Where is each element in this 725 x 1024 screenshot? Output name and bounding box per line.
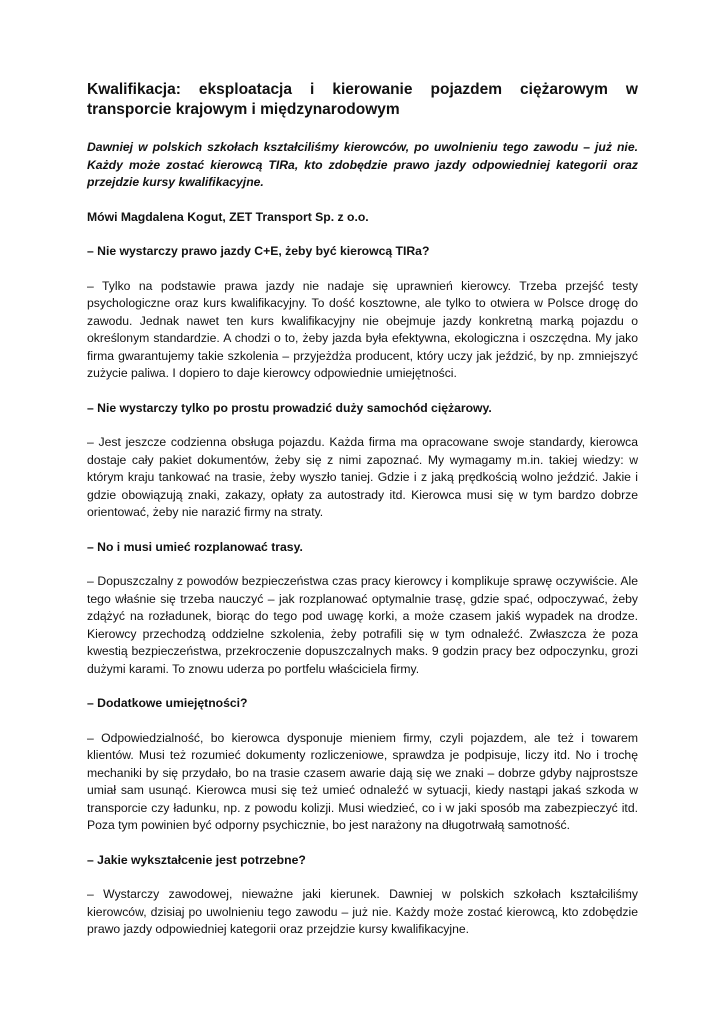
answer-5: – Wystarczy zawodowej, nieważne jaki kierunek. Dawniej w polskich szkołach kształciliśmy kierowców, dzisiaj po uwolnieniu tego zawodu – już nie. Każdy może zostać kierowcą, kto zdobędzie prawo jazdy odpowiedniej kategorii oraz przejdzie kursy kwalifikacyjne. xyxy=(87,887,638,936)
question-4: – Dodatkowe umiejętności? xyxy=(87,696,248,710)
document-title: Kwalifikacja: eksploatacja i kierowanie pojazdem ciężarowym w transporcie krajowym i międzynarodowym xyxy=(87,81,638,118)
question-5: – Jakie wykształcenie jest potrzebne? xyxy=(87,852,306,867)
question-2: – Nie wystarczy tylko po prostu prowadzić duży samochód ciężarowy. xyxy=(87,400,492,415)
answer-3: – Dopuszczalny z powodów bezpieczeństwa czas pracy kierowcy i komplikuje sprawę oczywiście. Ale tego właśnie się trzeba nauczyć – jak rozplanować optymalnie trasę, gdzie spać, odpoczywać, żeby zdążyć na rozładunek, biorąc do tego pod uwagę korki, a może czasem jakiś wypadek na drodze. Kierowcy przechodzą oddzielne szkolenia, żeby potrafili się w tym odnaleźć. Zwłaszcza że poza kwestią bezpieczeństwa, przekroczenie dopuszczalnych maks. 9 godzin pracy bez odpoczynku, grozi dużymi karami. To znowu uderza po portfelu właściciela firmy. xyxy=(87,574,638,676)
lead-paragraph: Dawniej w polskich szkołach kształciliśmy kierowców, po uwolnieniu tego zawodu – już nie. Każdy może zostać kierowcą TIRa, kto zdobędzie prawo jazdy odpowiedniej kategorii oraz przejdzie kursy kwalifikacyjne. xyxy=(87,140,638,189)
question-1: – Nie wystarczy prawo jazdy C+E, żeby być kierowcą TIRa? xyxy=(87,244,430,258)
answer-1: – Tylko na podstawie prawa jazdy nie nadaje się uprawnień kierowcy. Trzeba przejść testy psychologiczne oraz kurs kwalifikacyjny. To dość kosztowne, ale tylko to otwiera w Polsce drogę do zawodu. Jednak nawet ten kurs kwalifikacyjny nie obejmuje jazdy konkretną marką pojazdu o określonym standardzie. A chodzi o to, żeby jazda była efektywna, ekologiczna i oszczędna. My jako firma gwarantujemy takie szkolenia – przyjeżdża producent, który uczy jak jeździć, by np. zmniejszyć zużycie paliwa. I dopiero to daje kierowcy odpowiednie umiejętności. xyxy=(87,278,638,380)
question-3: – No i musi umieć rozplanować trasy. xyxy=(87,539,303,554)
speaker-line: Mówi Magdalena Kogut, ZET Transport Sp. z o.o. xyxy=(87,209,369,224)
answer-4: – Odpowiedzialność, bo kierowca dysponuje mieniem firmy, czyli pojazdem, ale też i towarem klientów. Musi też rozumieć dokumenty rozliczeniowe, sprawdza je podpisuje, liczy itd. No i trochę mechaniki by się przydało, bo na trasie czasem awarie dają się we znaki – dobrze gdyby najprostsze umiał sam usunąć. Kierowca musi się też umieć odnaleźć w sytuacji, kiedy nastąpi jakaś szkoda w transporcie czy ładunku, np. z powodu kolizji. Musi wiedzieć, co i w jaki sposób ma zabezpieczyć itd. Poza tym powinien być odporny psychicznie, bo jest narażony na długotrwałą samotność. xyxy=(87,730,638,832)
answer-2: – Jest jeszcze codzienna obsługa pojazdu. Każda firma ma opracowane swoje standardy, kierowca dostaje cały pakiet dokumentów, żeby się z nimi zapoznać. My wymagamy m.in. takiej wiedzy: w którym kraju tankować na trasie, żeby wyszło taniej. Gdzie i z jaką prędkością wolno jeździć. Jakie i gdzie obowiązują znaki, zakazy, opłaty za autostrady itd. Kierowca musi się w tym bardzo dobrze orientować, żeby nie narazić firmy na straty. xyxy=(87,435,638,519)
